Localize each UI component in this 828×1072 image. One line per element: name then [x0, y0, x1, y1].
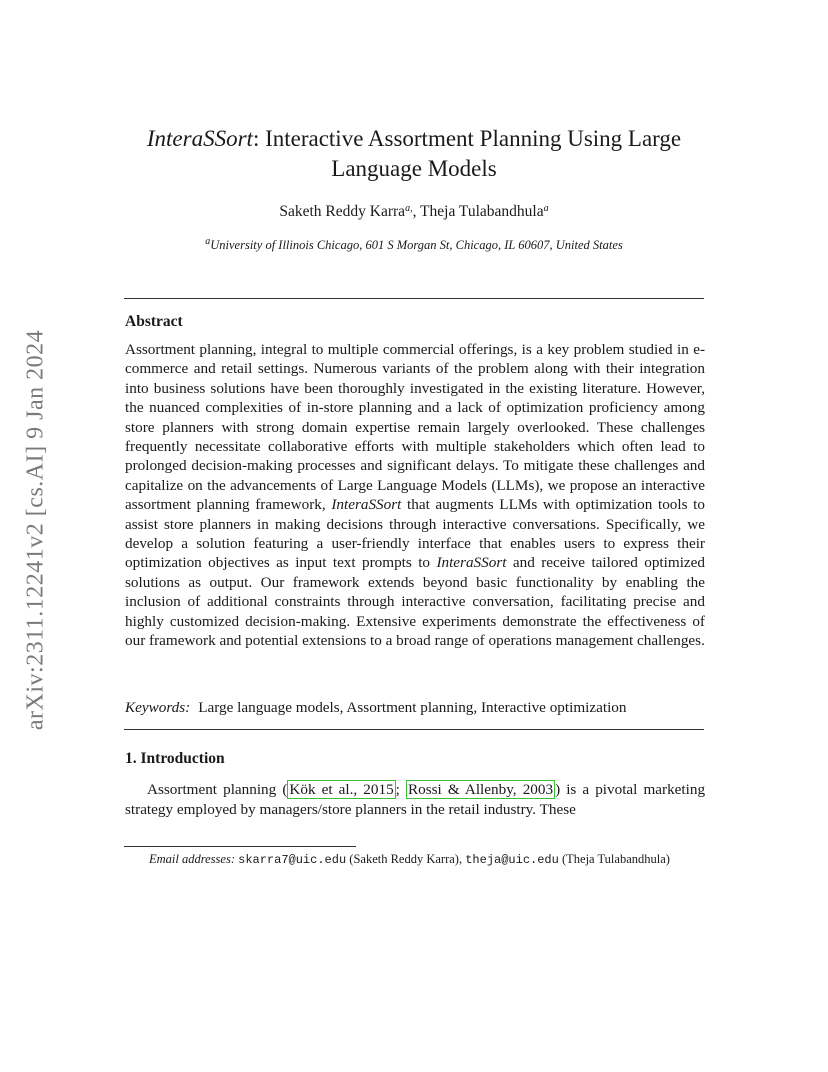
section-heading-introduction: 1. Introduction	[125, 750, 225, 767]
arxiv-identifier: arXiv:2311.12241v2 [cs.AI] 9 Jan 2024	[22, 329, 49, 731]
abstract-bottom-rule	[124, 729, 704, 730]
arxiv-sidebar-stamp	[20, 300, 52, 760]
abstract-text-3: and receive tailored optimized solutions as output. Our framework extends beyond basic functionality by enabling the inclusion of additional constraints through interactive conversation, facilitating precise and highly customized decision-making. Extensive experiments demonstrate the effectiveness of our framework and potential extensions to a broad range of operations management challenges.	[125, 554, 705, 650]
abstract-body	[125, 340, 705, 651]
citation-year: 2015	[363, 781, 394, 798]
intro-text-pre: Assortment planning (	[147, 781, 288, 798]
affiliation-mark: a	[205, 236, 211, 247]
citation-year: 2003	[522, 781, 554, 798]
author-name: Saketh Reddy Karra	[279, 203, 406, 220]
citation-link[interactable]	[406, 780, 555, 799]
paper-title	[120, 124, 708, 184]
affiliation	[120, 236, 708, 253]
title-rest: : Interactive Assortment Planning Using Large Language Models	[252, 126, 682, 181]
citation-separator: ;	[395, 781, 400, 798]
keywords-text: Large language models, Assortment planning, Interactive optimization	[198, 699, 627, 716]
intro-text-post: ) is a pivotal marketing strategy employed by managers/store planners in the retail industry. These	[125, 781, 706, 818]
citation-authors: Rossi & Allenby,	[407, 781, 517, 798]
footnote-author: (Saketh Reddy Karra),	[346, 852, 466, 866]
abstract-framework-name: InteraSSort	[331, 496, 402, 514]
email-link[interactable]: theja@uic.edu	[465, 853, 559, 867]
footnote-author: (Theja Tulabandhula)	[558, 852, 670, 866]
footnote-rule	[124, 846, 356, 847]
author-affiliation-mark: a	[543, 203, 549, 214]
abstract-top-rule	[124, 298, 704, 299]
keywords	[125, 699, 705, 717]
citation-authors: Kök et al.,	[289, 781, 358, 798]
affiliation-text: University of Illinois Chicago, 601 S Morgan St, Chicago, IL 60607, United States	[210, 238, 623, 252]
author-name: Theja Tulabandhula	[420, 203, 544, 220]
footnote	[125, 851, 705, 869]
author-affiliation-mark: a,	[405, 203, 413, 214]
abstract-text-2: that augments LLMs with optimization tools to assist store planners in making decisions through interactive conversations. Specifically, we develop a solution featuring a user-friendly interface that enables users to express their optimization objectives as input text prompts to	[125, 496, 705, 572]
introduction-paragraph	[125, 780, 705, 820]
abstract-heading: Abstract	[125, 313, 183, 330]
abstract-text-1: Assortment planning, integral to multiple commercial offerings, is a key problem studied in e-commerce and retail settings. Numerous variants of the problem along with their integration into business solutions have been thoroughly investigated in the existing literature. However, the nuanced complexities of in-store planning and a lack of optimization proficiency among store planners with strong domain expertise remain largely overlooked. These challenges frequently necessitate collaborative efforts with multiple stakeholders which often lead to prolonged decision-making processes and significant delays. To mitigate these challenges and capitalize on the advancements of Large Language Models (LLMs), we propose an interactive assortment planning framework,	[125, 341, 705, 514]
email-link[interactable]: skarra7@uic.edu	[238, 853, 347, 867]
title-framework-name: InteraSSort	[146, 126, 253, 151]
footnote-label: Email addresses:	[149, 852, 235, 866]
abstract-framework-name: InteraSSort	[436, 554, 507, 572]
author-list: Saketh Reddy Karra$^{a,}$, Theja Tulabandhula$^a$	[279, 203, 549, 220]
keywords-label: Keywords:	[125, 699, 191, 716]
citation-link[interactable]	[287, 780, 395, 799]
